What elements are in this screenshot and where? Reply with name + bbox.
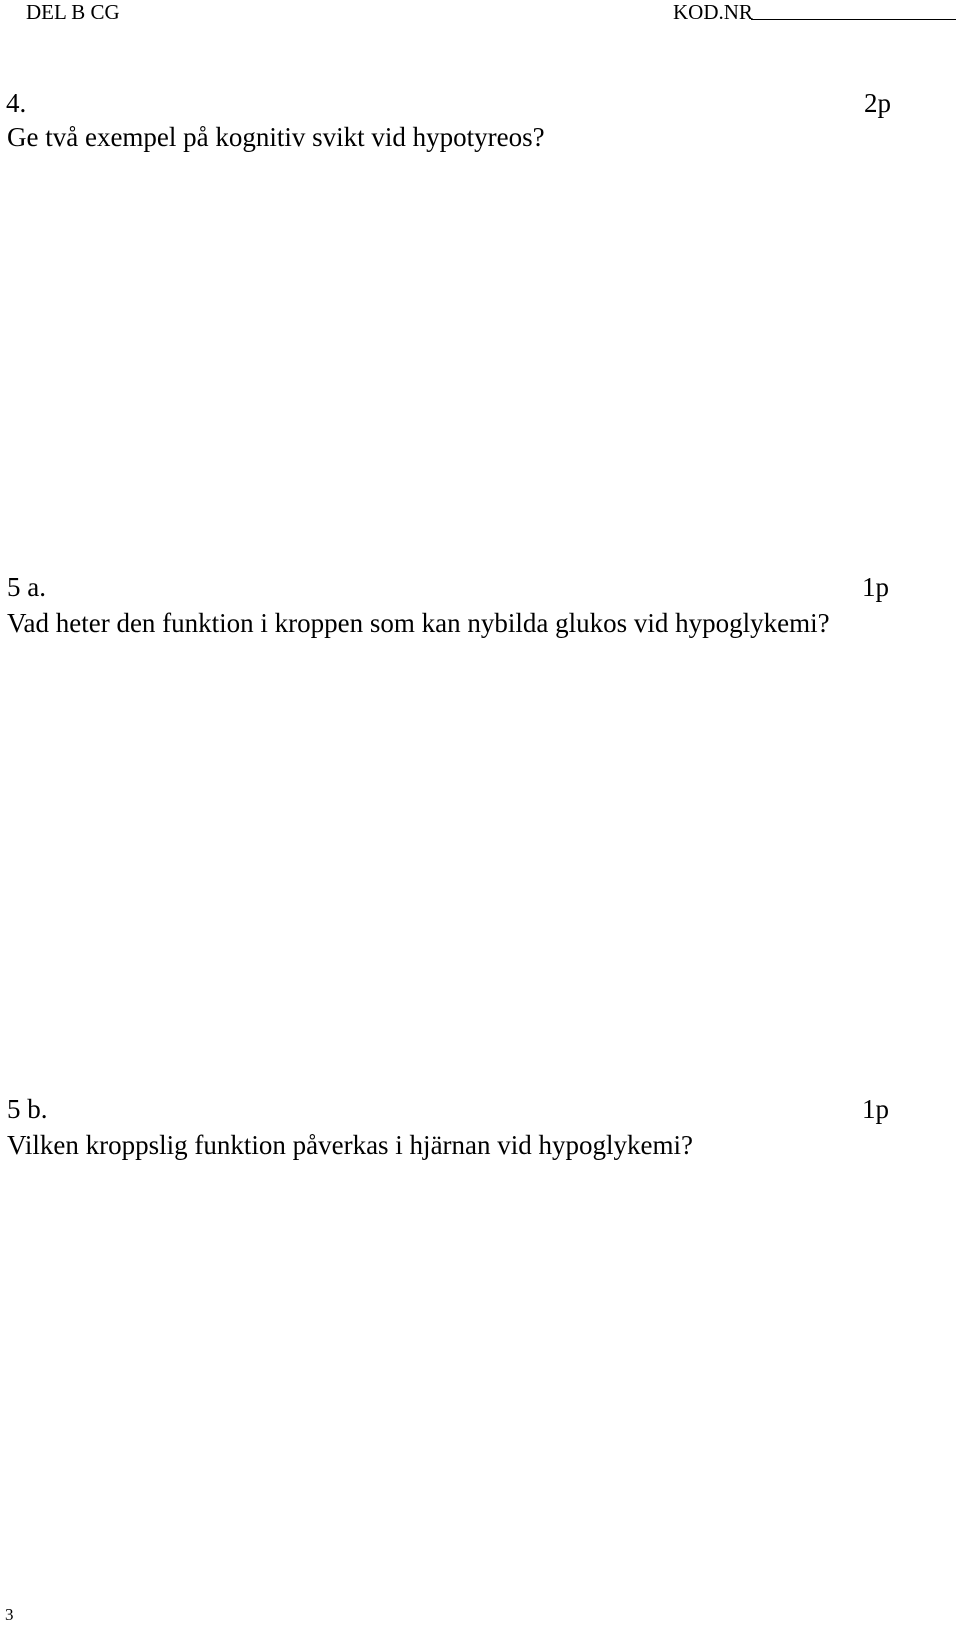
question-number: 4. — [6, 88, 27, 118]
question-text: Vad heter den funktion i kroppen som kan nybilda glukos vid hypoglykemi? — [7, 608, 830, 638]
question-number: 5 b. — [7, 1094, 48, 1124]
page-number: 3 — [5, 1605, 14, 1624]
question-points: 1p — [862, 572, 889, 602]
question-text: Ge två exempel på kognitiv svikt vid hypotyreos? — [7, 122, 545, 152]
section-label: DEL B CG — [26, 0, 120, 24]
code-number-blank-line — [751, 19, 956, 20]
question-text: Vilken kroppslig funktion påverkas i hjärnan vid hypoglykemi? — [7, 1130, 693, 1160]
code-number-label: KOD.NR — [673, 0, 753, 24]
question-number: 5 a. — [7, 572, 46, 602]
question-points: 2p — [864, 88, 891, 118]
question-points: 1p — [862, 1094, 889, 1124]
